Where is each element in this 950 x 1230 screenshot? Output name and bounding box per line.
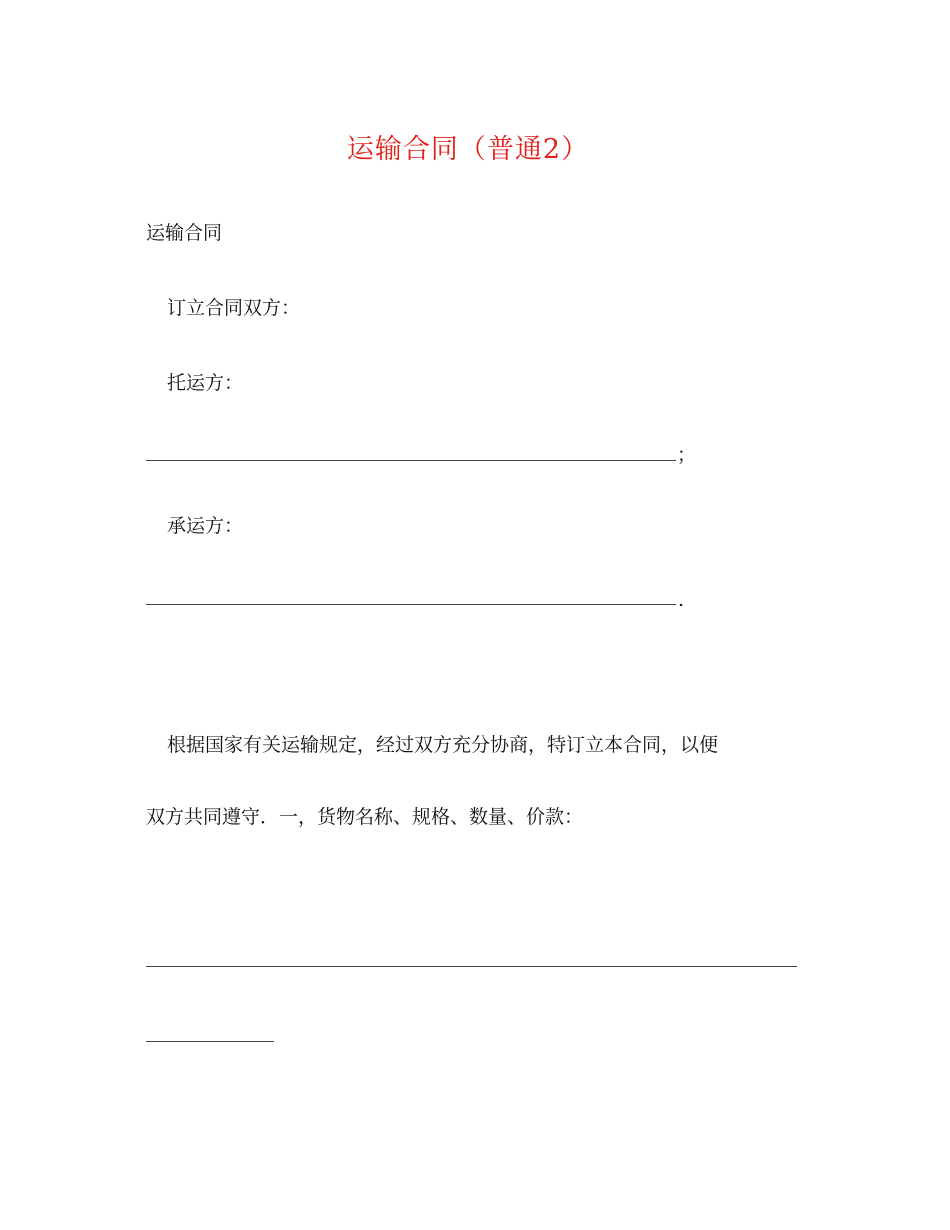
shipper-line-end: ； bbox=[677, 444, 697, 466]
document-title: 运输合同（普通2） bbox=[346, 134, 590, 165]
document-heading: 运输合同 bbox=[146, 222, 223, 244]
carrier-line-end: . bbox=[678, 589, 685, 611]
shipper-label: 托运方： bbox=[167, 372, 244, 394]
carrier-blank-line bbox=[146, 604, 676, 605]
paragraph-line-1: 根据国家有关运输规定，经过双方充分协商，特订立本合同，以便 bbox=[167, 734, 719, 756]
goods-blank-line bbox=[146, 966, 797, 967]
goods-blank-line-short bbox=[146, 1041, 274, 1042]
carrier-label: 承运方： bbox=[167, 515, 244, 537]
parties-intro: 订立合同双方： bbox=[167, 297, 301, 319]
paragraph-line-2: 双方共同遵守．一，货物名称、规格、数量、价款： bbox=[146, 806, 584, 828]
shipper-blank-line bbox=[146, 460, 676, 461]
